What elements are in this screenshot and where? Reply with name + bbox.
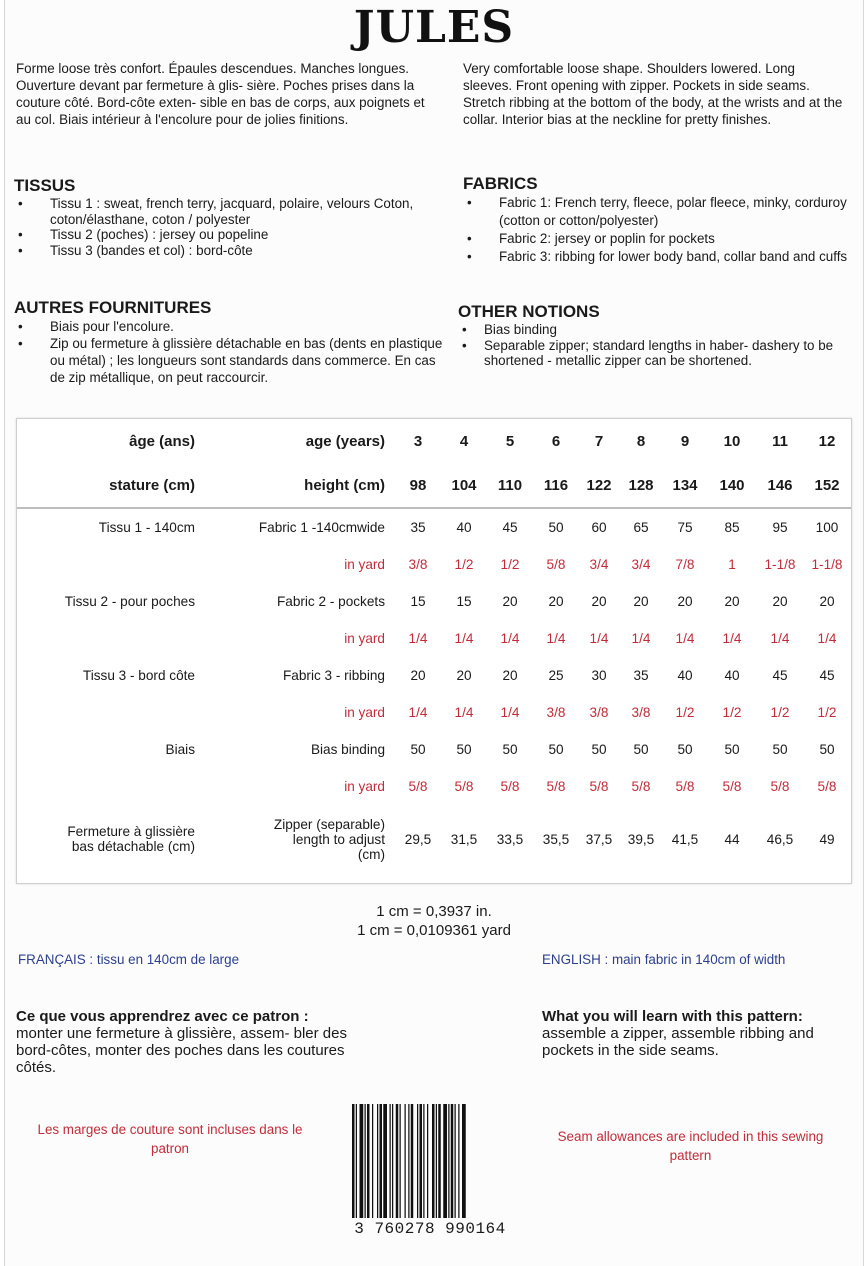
- zipper-label-line: (cm): [357, 846, 385, 862]
- cm-value: 50: [633, 742, 649, 757]
- yard-value: 1/4: [454, 705, 474, 720]
- yard-value: 3/4: [631, 557, 651, 572]
- empty-cell: [17, 546, 225, 583]
- table-row-yard: [17, 620, 851, 657]
- yard-value: 1/2: [675, 705, 695, 720]
- yard-value: 1/4: [631, 631, 651, 646]
- zipper-value: 44: [724, 831, 740, 847]
- seam-allowance-note-en: Seam allowances are included in this sewing pattern: [557, 1129, 824, 1163]
- list-item: • Fabric 1: French terry, fleece, polar fleece, minky, corduroy (cotton or cotton/polyester): [463, 194, 848, 230]
- age-label-fr: âge (ans): [129, 432, 195, 450]
- list-item: • Fabric 2: jersey or poplin for pockets: [463, 230, 848, 248]
- conversion-yard: 1 cm = 0,0109361 yard: [357, 922, 511, 939]
- table-row-age: [17, 419, 851, 463]
- learn-en: [542, 1008, 842, 1059]
- unit-conversion: [0, 902, 868, 940]
- yard-value: 5/8: [546, 557, 566, 572]
- fabrics-fr-heading: TISSUS: [14, 176, 76, 195]
- zipper-label-line: bas détachable (cm): [71, 839, 195, 854]
- cm-value: 20: [456, 668, 472, 683]
- age-value: 3: [413, 432, 423, 450]
- list-item: • Separable zipper; standard lengths in haber- dashery to be shortened - metallic zipper can be shortened.: [458, 338, 843, 369]
- zipper-value: 39,5: [627, 831, 655, 847]
- yard-value: 5/8: [770, 779, 790, 794]
- cm-value: 60: [591, 520, 607, 535]
- yard-value: 3/4: [589, 557, 609, 572]
- cm-value: 50: [819, 742, 835, 757]
- yard-value: 3/8: [546, 705, 566, 720]
- yard-value: 1/4: [454, 631, 474, 646]
- zipper-value: 41,5: [671, 831, 699, 847]
- cm-value: 50: [456, 742, 472, 757]
- cm-value: 20: [410, 668, 426, 683]
- age-value: 8: [636, 432, 646, 450]
- cm-value: 50: [502, 742, 518, 757]
- list-item: • Zip ou fermeture à glissière détachable en bas (dents en plastique ou métal) ; les longueurs sont standards dans commerce. En cas de zip métallique, on peut raccourcir.: [14, 335, 444, 386]
- cm-value: 20: [502, 668, 518, 683]
- age-value: 4: [459, 432, 469, 450]
- cm-value: 85: [724, 520, 740, 535]
- yard-value: 1/4: [770, 631, 790, 646]
- age-value: 11: [772, 432, 788, 450]
- yard-value: 3/8: [408, 557, 428, 572]
- yard-value: 1/2: [722, 705, 742, 720]
- table-row: [17, 657, 851, 694]
- cm-value: 45: [772, 668, 788, 683]
- age-value: 6: [551, 432, 561, 450]
- description-fr: [16, 60, 441, 128]
- yard-value: 1/4: [675, 631, 695, 646]
- cm-value: 50: [548, 742, 564, 757]
- zipper-label-line: length to adjust: [292, 831, 385, 847]
- yard-value: 1/2: [500, 557, 520, 572]
- zipper-label-en: [225, 805, 395, 873]
- fabric-width-note-fr: FRANÇAIS : tissu en 140cm de large: [18, 952, 240, 967]
- yard-value: 5/8: [546, 779, 566, 794]
- yard-value: 5/8: [500, 779, 520, 794]
- cm-value: 15: [410, 594, 426, 609]
- zipper-value: 37,5: [585, 831, 613, 847]
- description-en-text: Very comfortable loose shape. Shoulders lowered. Long sleeves. Front opening with zipper. Pockets in side seams. Stretch ribbing at the bottom of the body, at the wrists and at the collar. Interior bias at the neckline for pretty finishes.: [463, 61, 843, 127]
- yard-value: 5/8: [408, 779, 428, 794]
- cm-value: 20: [724, 594, 740, 609]
- zipper-value: 35,5: [542, 831, 570, 847]
- fabrics-fr-section: [14, 176, 444, 258]
- yard-value: 1/4: [408, 705, 428, 720]
- yard-value: 1/4: [722, 631, 742, 646]
- barcode-number: 3 760278 990164: [354, 1220, 506, 1238]
- notions-fr-heading: AUTRES FOURNITURES: [14, 298, 212, 317]
- notions-en-heading: OTHER NOTIONS: [458, 302, 600, 321]
- zipper-value: 46,5: [766, 831, 794, 847]
- yard-label: in yard: [344, 705, 385, 720]
- yard-value: 1: [728, 557, 736, 572]
- height-value: 122: [579, 463, 619, 508]
- height-value: 110: [487, 463, 533, 508]
- cm-value: 50: [772, 742, 788, 757]
- row-label-en: Fabric 1 -140cmwide: [258, 520, 385, 535]
- cm-value: 40: [724, 668, 740, 683]
- yard-value: 1/4: [546, 631, 566, 646]
- empty-cell: [17, 768, 225, 805]
- cm-value: 50: [724, 742, 740, 757]
- height-label-en: height (cm): [225, 463, 395, 508]
- yard-value: 1/4: [817, 631, 837, 646]
- notions-en-list: [458, 322, 843, 369]
- height-value: 146: [757, 463, 803, 508]
- learn-en-text: assemble a zipper, assemble ribbing and pockets in the side seams.: [542, 1025, 814, 1059]
- cm-value: 20: [677, 594, 693, 609]
- barcode-image: [350, 1104, 518, 1220]
- cm-value: 20: [772, 594, 788, 609]
- row-label-fr: Tissu 1 - 140cm: [98, 520, 195, 535]
- zipper-value: 29,5: [404, 831, 432, 847]
- age-value: 7: [594, 432, 604, 450]
- empty-cell: [17, 694, 225, 731]
- learn-en-heading: What you will learn with this pattern:: [542, 1008, 803, 1025]
- table-row: [17, 508, 851, 546]
- row-label-en: Fabric 2 - pockets: [276, 594, 385, 609]
- cm-value: 20: [633, 594, 649, 609]
- table-row: [17, 583, 851, 620]
- cm-value: 50: [677, 742, 693, 757]
- list-item: • Tissu 3 (bandes et col) : bord-côte: [14, 243, 444, 259]
- table-row-yard: [17, 694, 851, 731]
- yard-value: 3/8: [631, 705, 651, 720]
- cm-value: 100: [815, 520, 839, 535]
- height-value: 140: [707, 463, 757, 508]
- fabrics-fr-list: [14, 196, 444, 258]
- cm-value: 20: [819, 594, 835, 609]
- height-value: 152: [803, 463, 851, 508]
- list-item: • Fabric 3: ribbing for lower body band, collar band and cuffs: [463, 248, 848, 266]
- cm-value: 35: [410, 520, 426, 535]
- cm-value: 40: [677, 668, 693, 683]
- height-label-fr: stature (cm): [17, 463, 225, 508]
- yard-value: 7/8: [675, 557, 695, 572]
- cm-value: 95: [772, 520, 788, 535]
- yard-value: 1/2: [454, 557, 474, 572]
- fabrics-en-heading: FABRICS: [463, 174, 538, 193]
- cm-value: 50: [591, 742, 607, 757]
- table-row-yard: [17, 768, 851, 805]
- table-row: [17, 731, 851, 768]
- yard-value: 1-1/8: [764, 557, 796, 572]
- yard-value: 5/8: [722, 779, 742, 794]
- yard-value: 1-1/8: [811, 557, 843, 572]
- yard-label: in yard: [344, 779, 385, 794]
- height-value: 128: [619, 463, 663, 508]
- list-item: • Tissu 2 (poches) : jersey ou popeline: [14, 227, 444, 243]
- cm-value: 40: [456, 520, 472, 535]
- notions-en-section: [458, 302, 843, 369]
- yard-label: in yard: [344, 557, 385, 572]
- empty-cell: [17, 620, 225, 657]
- cm-value: 45: [502, 520, 518, 535]
- pattern-title: JULES: [353, 2, 515, 53]
- yard-value: 1/2: [817, 705, 837, 720]
- cm-value: 25: [548, 668, 564, 683]
- yard-value: 5/8: [589, 779, 609, 794]
- seam-allowance-note-fr: Les marges de couture sont incluses dans le patron: [37, 1122, 303, 1156]
- learn-fr-text: monter une fermeture à glissière, assem- bler des bord-côtes, monter des poches dans les coutures côtés.: [16, 1025, 347, 1076]
- age-label-en: age (years): [305, 432, 385, 450]
- age-value: 10: [723, 432, 741, 450]
- yard-value: 5/8: [675, 779, 695, 794]
- zipper-value: 49: [819, 831, 835, 847]
- age-value: 9: [680, 432, 690, 450]
- height-value: 116: [533, 463, 579, 508]
- row-label-fr: Tissu 3 - bord côte: [82, 668, 195, 683]
- row-label-en: Bias binding: [310, 742, 385, 757]
- learn-fr: [16, 1008, 356, 1076]
- yard-value: 1/4: [500, 631, 520, 646]
- cm-value: 50: [548, 520, 564, 535]
- yard-value: 3/8: [589, 705, 609, 720]
- zipper-value: 33,5: [496, 831, 524, 847]
- yard-value: 5/8: [817, 779, 837, 794]
- notions-fr-section: [14, 298, 444, 386]
- yard-value: 5/8: [631, 779, 651, 794]
- row-label-en: Fabric 3 - ribbing: [283, 668, 385, 683]
- cm-value: 20: [591, 594, 607, 609]
- age-value: 12: [818, 432, 836, 450]
- fabrics-en-section: [463, 174, 848, 266]
- notions-fr-list: [14, 318, 444, 386]
- fabric-width-note-en: ENGLISH : main fabric in 140cm of width: [542, 952, 786, 967]
- row-label-fr: Biais: [165, 742, 195, 757]
- cm-value: 75: [677, 520, 693, 535]
- height-value: 98: [395, 463, 441, 508]
- table-row-zipper: [17, 805, 851, 873]
- cm-value: 45: [819, 668, 835, 683]
- description-en: [463, 60, 843, 128]
- zipper-label-line: Zipper (separable): [273, 816, 385, 832]
- zipper-label-line: Fermeture à glissière: [67, 824, 195, 839]
- size-table: [17, 419, 851, 873]
- learn-fr-heading: Ce que vous apprendrez avec ce patron :: [16, 1008, 309, 1025]
- list-item: • Tissu 1 : sweat, french terry, jacquard, polaire, velours Coton, coton/élasthane, coton / polyester: [14, 196, 444, 227]
- yard-value: 1/2: [770, 705, 790, 720]
- cm-value: 15: [456, 594, 472, 609]
- age-value: 5: [505, 432, 515, 450]
- yard-value: 1/4: [589, 631, 609, 646]
- zipper-value: 31,5: [450, 831, 478, 847]
- cm-value: 50: [410, 742, 426, 757]
- table-row-yard: [17, 546, 851, 583]
- cm-value: 20: [502, 594, 518, 609]
- cm-value: 35: [633, 668, 649, 683]
- zipper-label-fr: [17, 805, 225, 873]
- list-item: • Biais pour l'encolure.: [14, 318, 444, 335]
- yard-value: 1/4: [500, 705, 520, 720]
- yard-value: 1/4: [408, 631, 428, 646]
- size-chart: [16, 418, 852, 884]
- conversion-inch: 1 cm = 0,3937 in.: [376, 903, 492, 920]
- row-label-fr: Tissu 2 - pour poches: [64, 594, 195, 609]
- fabrics-en-list: [463, 194, 848, 266]
- yard-label: in yard: [344, 631, 385, 646]
- yard-value: 5/8: [454, 779, 474, 794]
- cm-value: 30: [591, 668, 607, 683]
- list-item: • Bias binding: [458, 322, 843, 338]
- height-value: 104: [441, 463, 487, 508]
- height-value: 134: [663, 463, 707, 508]
- table-row-height: [17, 463, 851, 508]
- description-fr-text: Forme loose très confort. Épaules descendues. Manches longues. Ouverture devant par fermeture à glis- sière. Poches prises dans la couture côté. Bord-côte exten- sible en bas de corps, aux poignets et au col. Biais intérieur à l'encolure pour de jolies finitions.: [16, 61, 425, 127]
- cm-value: 20: [548, 594, 564, 609]
- cm-value: 65: [633, 520, 649, 535]
